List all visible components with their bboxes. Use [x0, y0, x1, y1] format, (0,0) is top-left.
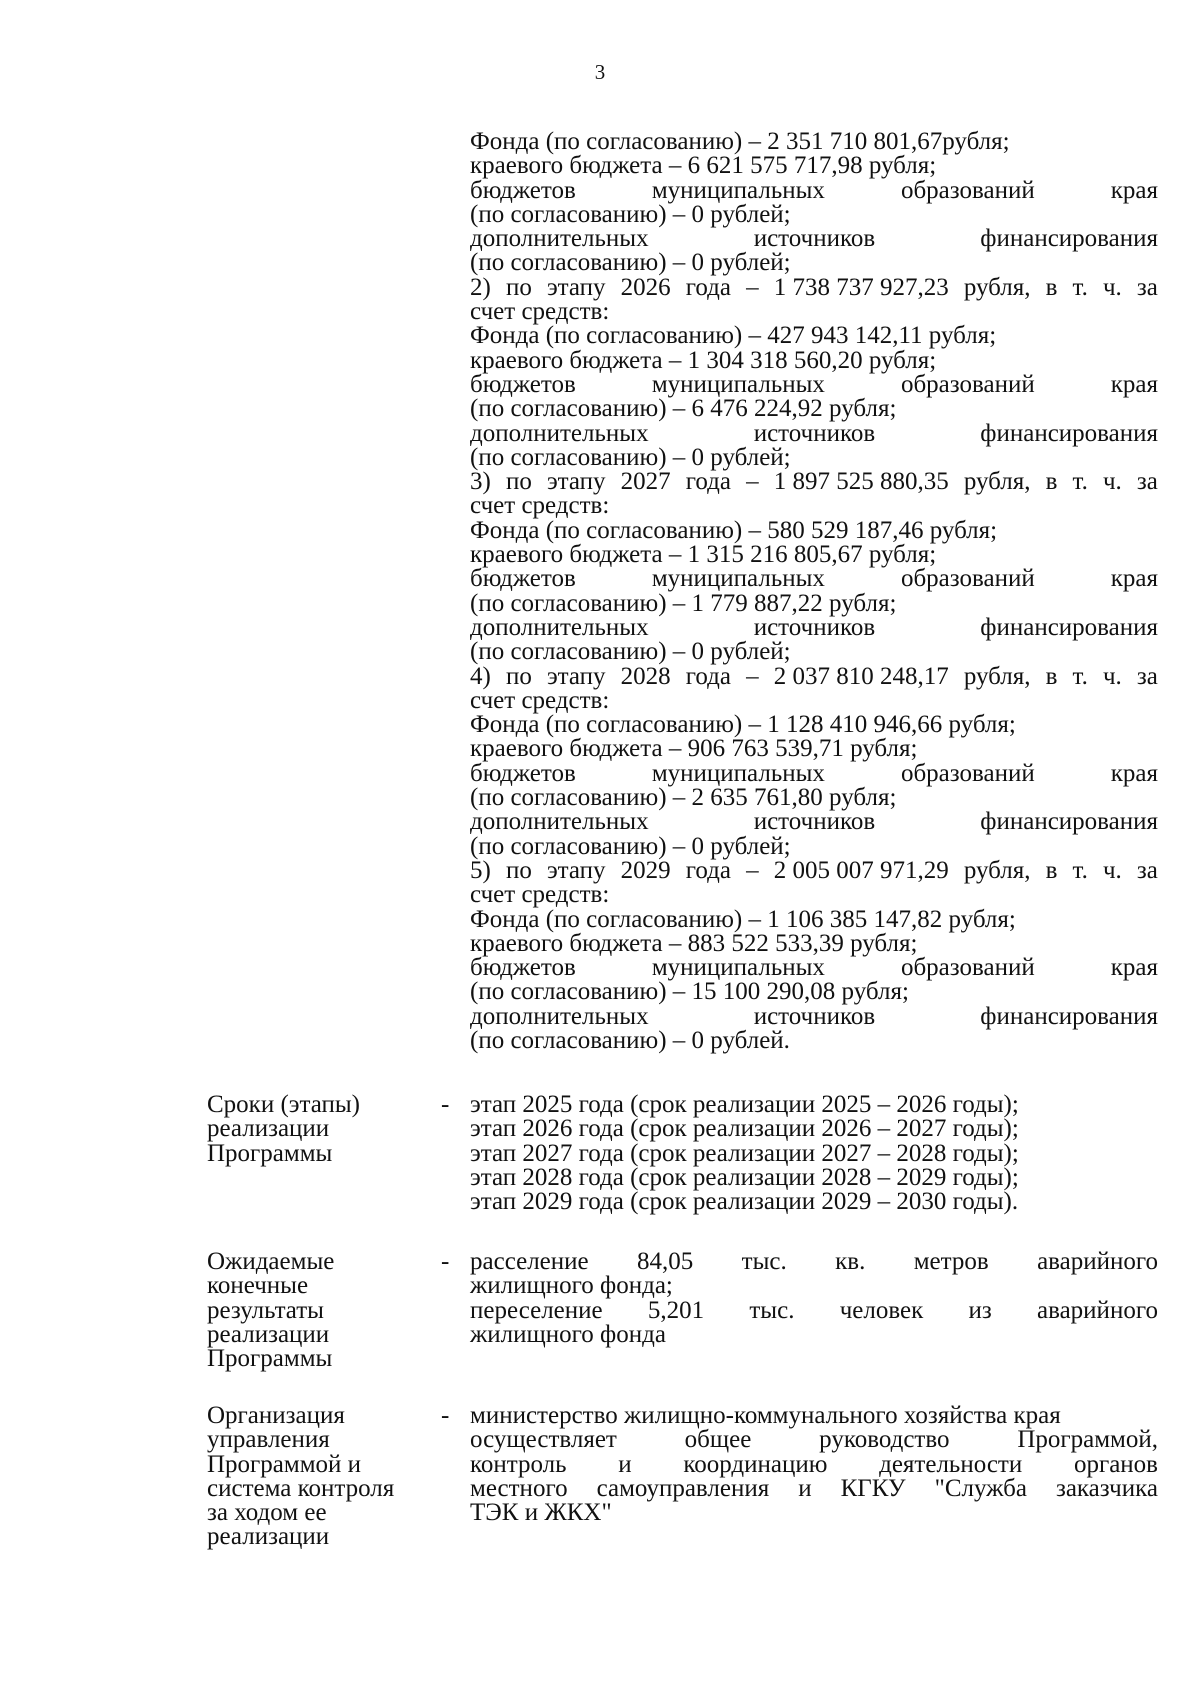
word: края [1110, 759, 1158, 787]
text-line [470, 1450, 1158, 1478]
word: муниципальных [651, 954, 825, 982]
text-line: (по согласованию) – 0 рублей; [470, 443, 791, 471]
word: 3) [470, 468, 491, 496]
word: – [746, 662, 759, 690]
text-line [470, 227, 1158, 251]
word: – [746, 856, 759, 884]
word: и [618, 1450, 632, 1478]
label-line: результаты [207, 1296, 324, 1324]
word: Программой, [1017, 1426, 1158, 1454]
label-line: Ожидаемые [207, 1248, 335, 1275]
section-dash-timeline: - [441, 1091, 450, 1118]
word: 2 037 810 248,17 [773, 662, 949, 690]
section-label-results [207, 1250, 427, 1371]
section-dash-results: - [441, 1248, 450, 1275]
word: края [1110, 370, 1158, 398]
word: по [505, 273, 532, 301]
word: 2027 [620, 468, 671, 496]
text-line: жилищного фонда [470, 1320, 666, 1348]
label-line: за ходом ее [207, 1499, 327, 1527]
word: координацию [683, 1450, 828, 1478]
word: края [1110, 954, 1158, 982]
text-line [470, 1002, 1158, 1030]
text-line: краевого бюджета – 1 315 216 805,67 рубля; [470, 541, 937, 569]
word: финансирования [980, 225, 1158, 253]
text-line: счет средств: [470, 881, 610, 909]
word: 2028 [620, 662, 671, 690]
text-line: счет средств: [470, 686, 610, 714]
word: т. [1072, 273, 1088, 301]
word: аварийного [1037, 1248, 1158, 1275]
word: ч. [1102, 273, 1122, 301]
word: финансирования [980, 808, 1158, 836]
text-line: этап 2025 года (срок реализации 2025 – 2026 годы); [470, 1091, 1019, 1118]
text-line: Фонда (по согласованию) – 427 943 142,11 рубля; [470, 322, 997, 350]
word: этапу [546, 856, 606, 884]
word: аварийного [1037, 1296, 1158, 1324]
word: 5) [470, 856, 491, 884]
word: муниципальных [651, 370, 825, 398]
word: человек [839, 1296, 924, 1324]
word: по [505, 468, 532, 496]
word: т. [1072, 856, 1088, 884]
text-line [470, 273, 1158, 301]
word: т. [1072, 468, 1088, 496]
word: финансирования [980, 1002, 1158, 1030]
word: образований [900, 176, 1035, 204]
text-line: краевого бюджета – 1 304 318 560,20 рубля; [470, 346, 937, 374]
word: кв. [835, 1248, 866, 1275]
text-line [470, 759, 1158, 787]
word: дополнительных [470, 225, 649, 253]
text-line [470, 1428, 1158, 1452]
word: общее [684, 1426, 752, 1454]
word: источников [753, 225, 876, 253]
word: 5,201 [647, 1296, 705, 1324]
text-line [470, 810, 1158, 834]
word: 4) [470, 662, 491, 690]
section-text-results [470, 1250, 1158, 1347]
text-line: жилищного фонда; [470, 1272, 673, 1300]
text-line: (по согласованию) – 0 рублей; [470, 249, 791, 277]
word: года [685, 856, 731, 884]
section-text-timeline [470, 1093, 1158, 1214]
label-line: реализации [207, 1320, 330, 1348]
word: самоуправления [596, 1474, 770, 1502]
word: метров [913, 1248, 989, 1275]
word: бюджетов [470, 370, 576, 398]
word: рубля, [963, 856, 1031, 884]
word: по [505, 856, 532, 884]
text-line: (по согласованию) – 1 779 887,22 рубля; [470, 589, 897, 617]
word: 2029 [620, 856, 671, 884]
text-line: Фонда (по согласованию) – 2 351 710 801,67рубля; [470, 128, 1010, 155]
section-dash-management: - [441, 1402, 450, 1429]
word: переселение [470, 1296, 603, 1324]
text-line [470, 1474, 1158, 1502]
word: руководство [819, 1426, 950, 1454]
text-line: (по согласованию) – 0 рублей; [470, 200, 791, 228]
word: тыс. [749, 1296, 795, 1324]
word: в [1045, 273, 1058, 301]
word: источников [753, 1002, 876, 1030]
word: образований [900, 954, 1035, 982]
text-line: счет средств: [470, 492, 610, 520]
word: заказчика [1055, 1474, 1158, 1502]
section-label-timeline [207, 1093, 427, 1166]
word: 2 005 007 971,29 [773, 856, 949, 884]
text-line [470, 567, 1158, 591]
text-line: этап 2028 года (срок реализации 2028 – 2029 годы); [470, 1163, 1019, 1191]
word: тыс. [741, 1248, 787, 1275]
text-line: этап 2029 года (срок реализации 2029 – 2030 годы). [470, 1188, 1019, 1216]
word: этапу [546, 273, 606, 301]
word: дополнительных [470, 419, 649, 447]
page-number: 3 [594, 60, 606, 84]
text-line: этап 2026 года (срок реализации 2026 – 2027 годы); [470, 1115, 1019, 1143]
label-line: Программы [207, 1139, 333, 1167]
word: в [1045, 662, 1058, 690]
text-line: (по согласованию) – 2 635 761,80 рубля; [470, 784, 897, 812]
word: 2026 [620, 273, 671, 301]
word: бюджетов [470, 176, 576, 204]
text-line: краевого бюджета – 883 522 533,39 рубля; [470, 929, 918, 957]
word: рубля, [963, 662, 1031, 690]
word: из [968, 1296, 992, 1324]
word: года [685, 273, 731, 301]
word: образований [900, 370, 1035, 398]
word: 1 738 737 927,23 [773, 273, 949, 301]
label-line: реализации [207, 1523, 330, 1551]
word: муниципальных [651, 759, 825, 787]
text-line [470, 956, 1158, 980]
word: "Служба [934, 1474, 1027, 1502]
word: рубля, [963, 273, 1031, 301]
word: КГКУ [840, 1474, 906, 1502]
text-line: (по согласованию) – 6 476 224,92 рубля; [470, 395, 897, 423]
text-line: (по согласованию) – 0 рублей. [470, 1026, 790, 1054]
word: источников [753, 613, 876, 641]
text-line: этап 2027 года (срок реализации 2027 – 2028 годы); [470, 1139, 1019, 1167]
word: – [746, 273, 759, 301]
word: бюджетов [470, 759, 576, 787]
word: бюджетов [470, 954, 576, 982]
word: края [1110, 565, 1158, 593]
section-text-management [470, 1404, 1158, 1525]
label-line: система контроля [207, 1474, 395, 1502]
word: т. [1072, 662, 1088, 690]
label-line: конечные [207, 1272, 309, 1300]
text-line [470, 370, 1158, 398]
word: за [1136, 856, 1158, 884]
word: года [685, 662, 731, 690]
text-line: краевого бюджета – 906 763 539,71 рубля; [470, 735, 918, 763]
word: ч. [1102, 856, 1122, 884]
word: за [1136, 468, 1158, 496]
word: дополнительных [470, 808, 649, 836]
text-line: счет средств: [470, 298, 610, 326]
text-line [470, 613, 1158, 641]
word: – [746, 468, 759, 496]
text-line [470, 1296, 1158, 1324]
word: муниципальных [651, 565, 825, 593]
word: года [685, 468, 731, 496]
text-line: (по согласованию) – 0 рублей; [470, 832, 791, 860]
word: источников [753, 419, 876, 447]
text-line: (по согласованию) – 15 100 290,08 рубля; [470, 978, 909, 1006]
word: финансирования [980, 613, 1158, 641]
text-line [470, 176, 1158, 204]
word: бюджетов [470, 565, 576, 593]
word: за [1136, 662, 1158, 690]
word: этапу [546, 468, 606, 496]
word: деятельности [879, 1450, 1023, 1478]
word: осуществляет [470, 1426, 617, 1454]
word: финансирования [980, 419, 1158, 447]
text-line [470, 662, 1158, 690]
word: ч. [1102, 468, 1122, 496]
word: дополнительных [470, 613, 649, 641]
label-line: Программы [207, 1345, 333, 1373]
text-line: краевого бюджета – 6 621 575 717,98 рубля; [470, 152, 937, 180]
word: в [1045, 856, 1058, 884]
text-line: Фонда (по согласованию) – 1 128 410 946,66 рубля; [470, 711, 1016, 739]
word: образований [900, 759, 1035, 787]
section-label-management [207, 1404, 427, 1550]
word: муниципальных [651, 176, 825, 204]
word: и [798, 1474, 812, 1502]
word: за [1136, 273, 1158, 301]
word: 1 897 525 880,35 [773, 468, 949, 496]
word: органов [1073, 1450, 1158, 1478]
financing-text [470, 130, 1158, 1053]
word: контроль [470, 1450, 567, 1478]
word: 84,05 [637, 1248, 694, 1275]
label-line: Организация [207, 1402, 345, 1429]
word: этапу [546, 662, 606, 690]
word: образований [900, 565, 1035, 593]
text-line [470, 470, 1158, 494]
text-line: ТЭК и ЖКХ" [470, 1499, 612, 1527]
text-line [470, 419, 1158, 447]
word: дополнительных [470, 1002, 649, 1030]
label-line: реализации [207, 1115, 330, 1143]
text-line: министерство жилищно-коммунального хозяйства края [470, 1402, 1061, 1429]
word: ч. [1102, 662, 1122, 690]
label-line: Сроки (этапы) [207, 1091, 361, 1118]
word: рубля, [963, 468, 1031, 496]
text-line [470, 856, 1158, 884]
word: в [1045, 468, 1058, 496]
word: края [1110, 176, 1158, 204]
text-line: (по согласованию) – 0 рублей; [470, 638, 791, 666]
text-line: Фонда (по согласованию) – 580 529 187,46 рубля; [470, 516, 998, 544]
label-line: управления [207, 1426, 330, 1454]
label-line: Программой и [207, 1450, 362, 1478]
text-line: Фонда (по согласованию) – 1 106 385 147,82 рубля; [470, 905, 1016, 933]
word: местного [470, 1474, 568, 1502]
word: по [505, 662, 532, 690]
word: расселение [470, 1248, 589, 1275]
word: источников [753, 808, 876, 836]
word: 2) [470, 273, 491, 301]
text-line [470, 1250, 1158, 1274]
